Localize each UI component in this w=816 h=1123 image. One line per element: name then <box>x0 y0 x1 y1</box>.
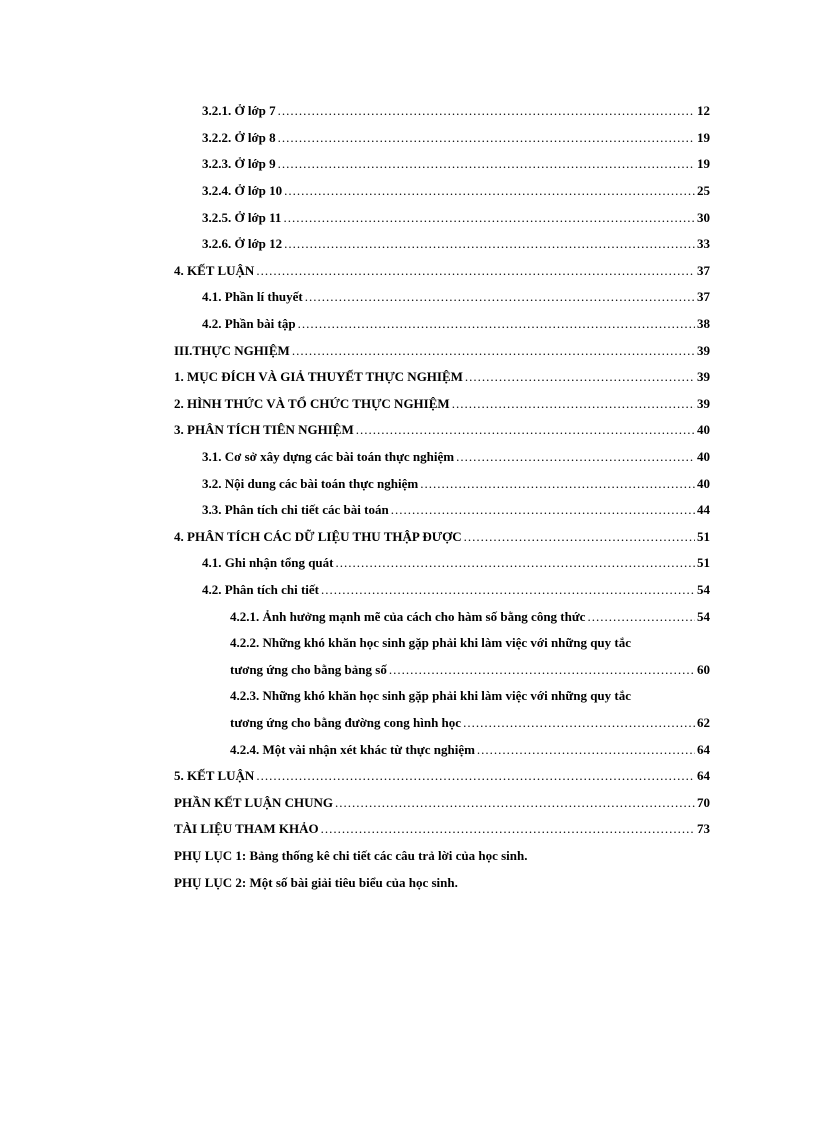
toc-dot-leader <box>336 555 696 571</box>
toc-entry-page-number: 54 <box>697 608 710 624</box>
toc-entry-page-number: 60 <box>697 661 710 677</box>
toc-dot-leader <box>420 476 695 492</box>
toc-entry[interactable] <box>174 231 710 258</box>
toc-entry[interactable] <box>174 284 710 311</box>
table-of-contents <box>174 98 710 896</box>
toc-dot-leader <box>465 369 695 385</box>
toc-dot-leader <box>477 742 695 758</box>
toc-entry[interactable] <box>174 736 710 763</box>
toc-entry-page-number: 39 <box>697 369 710 385</box>
toc-dot-leader <box>305 289 695 305</box>
toc-entry-title: 3.2. Nội dung các bài toán thực nghiệm <box>202 475 419 491</box>
toc-entry[interactable] <box>174 789 710 816</box>
toc-entry-title: 3.2.2. Ở lớp 8 <box>202 129 276 145</box>
toc-entry[interactable] <box>174 125 710 152</box>
toc-dot-leader <box>321 582 695 598</box>
toc-entry-page-number: 40 <box>697 475 710 491</box>
toc-dot-leader <box>464 529 695 545</box>
toc-entry-title: 5. KẾT LUẬN <box>174 768 255 784</box>
toc-entry-title: 4.1. Ghi nhận tổng quát <box>202 555 334 571</box>
toc-entry-title: 4.1. Phần lí thuyết <box>202 289 303 305</box>
toc-entry-page-number: 40 <box>697 449 710 465</box>
toc-entry-page-number: 30 <box>697 209 710 225</box>
toc-entry-title: 2. HÌNH THỨC VÀ TỔ CHỨC THỰC NGHIỆM <box>174 395 450 411</box>
toc-dot-leader <box>278 103 695 119</box>
toc-entry[interactable] <box>174 869 710 896</box>
toc-entry-title: 4.2. Phần bài tập <box>202 316 296 332</box>
toc-entry[interactable] <box>174 444 710 471</box>
toc-entry-title: tương ứng cho bằng đường cong hình học <box>230 714 462 730</box>
toc-dot-leader <box>283 210 695 226</box>
toc-entry-page-number: 51 <box>697 555 710 571</box>
toc-entry-page-number: 33 <box>697 236 710 252</box>
toc-dot-leader <box>321 821 695 837</box>
toc-entry-page-number: 39 <box>697 395 710 411</box>
toc-entry-title: 4. KẾT LUẬN <box>174 262 255 278</box>
toc-entry-title: 4.2. Phân tích chi tiết <box>202 581 319 597</box>
toc-entry-title: 3.2.5. Ở lớp 11 <box>202 209 282 225</box>
toc-entry-title: 4.2.4. Một vài nhận xét khác từ thực nghiệm <box>230 741 475 757</box>
toc-entry[interactable] <box>174 577 710 604</box>
toc-dot-leader <box>284 183 695 199</box>
toc-entry[interactable] <box>174 524 710 551</box>
toc-entry[interactable] <box>174 550 710 577</box>
toc-entry-page-number: 64 <box>697 768 710 784</box>
toc-entry-page-number: 37 <box>697 289 710 305</box>
toc-entry[interactable] <box>174 843 710 870</box>
toc-entry-title: PHỤ LỤC 2: Một số bài giải tiêu biểu của học sinh. <box>174 874 458 890</box>
toc-entry[interactable] <box>174 178 710 205</box>
toc-entry[interactable] <box>174 391 710 418</box>
toc-entry[interactable] <box>174 497 710 524</box>
toc-entry[interactable] <box>174 816 710 843</box>
toc-dot-leader <box>452 396 695 412</box>
toc-entry-page-number: 64 <box>697 741 710 757</box>
toc-entry-title: 4.2.2. Những khó khăn học sinh gặp phải khi làm việc với những quy tắc <box>230 635 632 651</box>
toc-entry[interactable] <box>174 763 710 790</box>
toc-dot-leader <box>456 449 695 465</box>
toc-entry-title: 1. MỤC ĐÍCH VÀ GIẢ THUYẾT THỰC NGHIỆM <box>174 369 463 385</box>
toc-entry[interactable] <box>174 337 710 364</box>
toc-entry-title: 3.2.1. Ở lớp 7 <box>202 103 276 119</box>
toc-entry-title: PHẦN KẾT LUẬN CHUNG <box>174 794 334 810</box>
toc-entry[interactable] <box>174 258 710 285</box>
toc-dot-leader <box>278 156 695 172</box>
toc-entry[interactable] <box>174 151 710 178</box>
toc-dot-leader <box>356 422 695 438</box>
toc-dot-leader <box>587 609 695 625</box>
toc-entry[interactable] <box>174 470 710 497</box>
toc-entry-title: tương ứng cho bằng bảng số <box>230 661 387 677</box>
toc-entry-page-number: 39 <box>697 342 710 358</box>
toc-dot-leader <box>389 662 695 678</box>
toc-dot-leader <box>335 795 695 811</box>
toc-entry-title: 3. PHÂN TÍCH TIÊN NGHIỆM <box>174 422 354 438</box>
toc-entry-page-number: 51 <box>697 528 710 544</box>
toc-entry-title: 3.3. Phân tích chi tiết các bài toán <box>202 502 389 518</box>
toc-entry-title: TÀI LIỆU THAM KHẢO <box>174 821 319 837</box>
toc-dot-leader <box>298 316 695 332</box>
toc-dot-leader <box>278 130 695 146</box>
toc-entry[interactable] <box>174 204 710 231</box>
toc-entry[interactable] <box>174 417 710 444</box>
toc-entry-page-number: 19 <box>697 156 710 172</box>
toc-entry-page-number: 37 <box>697 262 710 278</box>
toc-entry-title: 4.2.1. Ảnh hưởng mạnh mẽ của cách cho hàm số bằng công thức <box>230 608 586 624</box>
toc-entry-page-number: 25 <box>697 183 710 199</box>
toc-entry-page-number: 70 <box>697 794 710 810</box>
toc-entry-page-number: 62 <box>697 714 710 730</box>
toc-entry[interactable] <box>174 710 710 737</box>
toc-dot-leader <box>463 715 695 731</box>
toc-entry-page-number: 19 <box>697 129 710 145</box>
toc-entry-title: 4.2.3. Những khó khăn học sinh gặp phải khi làm việc với những quy tắc <box>230 688 632 704</box>
toc-entry-page-number: 12 <box>697 103 710 119</box>
toc-dot-leader <box>256 263 695 279</box>
toc-entry[interactable] <box>174 683 710 710</box>
toc-dot-leader <box>284 236 695 252</box>
toc-entry-page-number: 73 <box>697 821 710 837</box>
toc-entry-title: PHỤ LỤC 1: Bảng thống kê chi tiết các câu trả lời của học sinh. <box>174 847 528 863</box>
toc-entry-title: III.THỰC NGHIỆM <box>174 342 290 358</box>
toc-entry-page-number: 38 <box>697 316 710 332</box>
toc-entry[interactable] <box>174 603 710 630</box>
toc-dot-leader <box>256 768 695 784</box>
toc-dot-leader <box>391 502 695 518</box>
toc-entry-title: 4. PHÂN TÍCH CÁC DỮ LIỆU THU THẬP ĐƯỢC <box>174 528 462 544</box>
toc-entry[interactable] <box>174 98 710 125</box>
toc-entry[interactable] <box>174 630 710 657</box>
toc-entry-title: 3.2.6. Ở lớp 12 <box>202 236 283 252</box>
toc-entry-title: 3.2.3. Ở lớp 9 <box>202 156 276 172</box>
toc-entry-page-number: 54 <box>697 581 710 597</box>
toc-entry[interactable] <box>174 656 710 683</box>
toc-entry-title: 3.1. Cơ sở xây dựng các bài toán thực nghiệm <box>202 449 455 465</box>
toc-entry-page-number: 40 <box>697 422 710 438</box>
toc-entry-title: 3.2.4. Ở lớp 10 <box>202 183 283 199</box>
toc-entry[interactable] <box>174 364 710 391</box>
toc-entry[interactable] <box>174 311 710 338</box>
toc-dot-leader <box>292 343 695 359</box>
toc-entry-page-number: 44 <box>697 502 710 518</box>
